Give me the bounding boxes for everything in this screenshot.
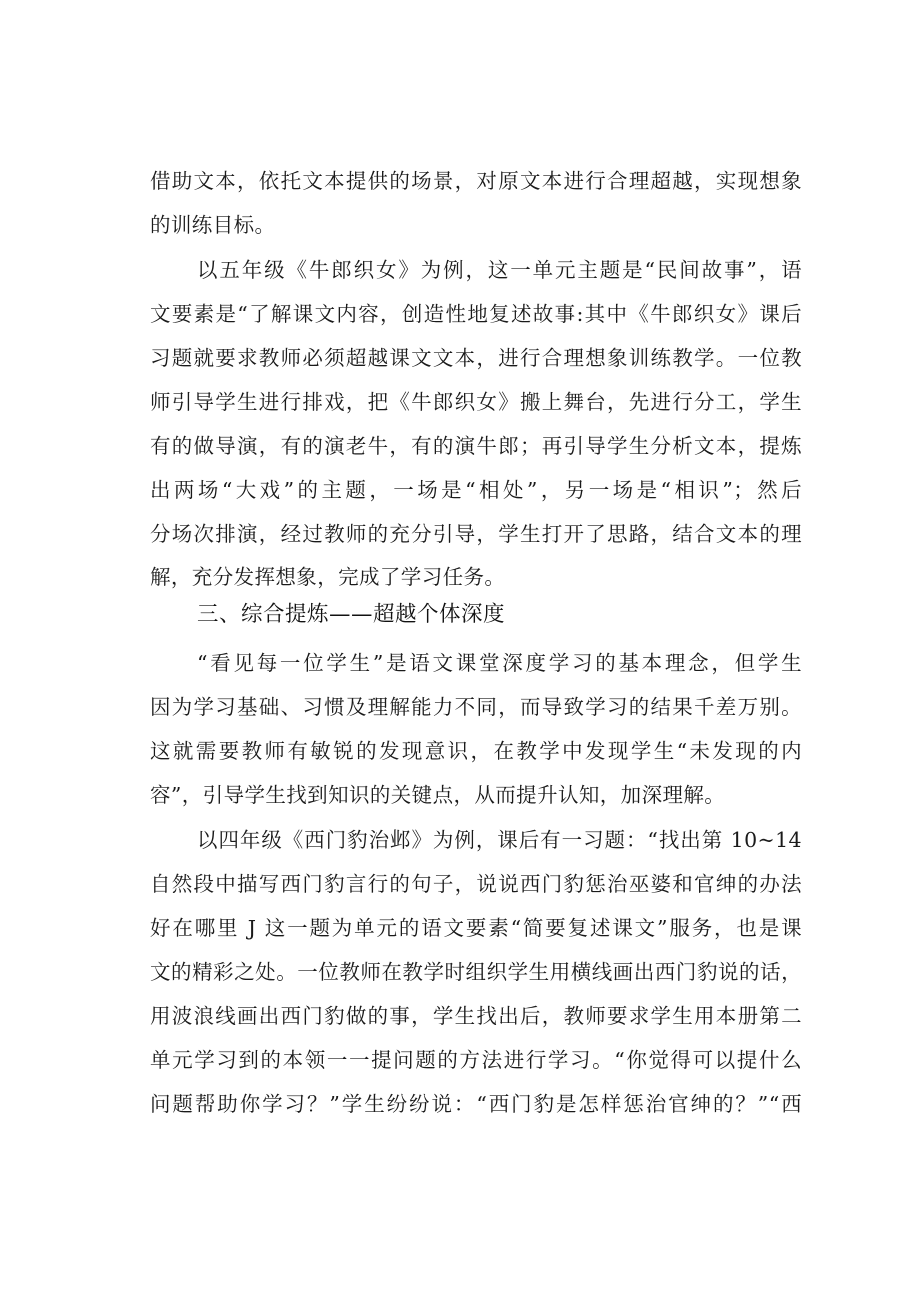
paragraph-3-line-4: 容”，引导学生找到知识的关键点，从而提升认知，加深理解。: [150, 783, 726, 807]
paragraph-2-line-8: 解，充分发挥想象，完成了学习任务。: [150, 565, 506, 589]
paragraph-4-line-7: 问题帮助你学习？”学生纷纷说：“西门豹是怎样惩治官绅的？”“西: [150, 1092, 802, 1116]
paragraph-2-line-4: 师引导学生进行排戏，把《牛郎织女》搬上舞台，先进行分工，学生: [150, 390, 802, 414]
paragraph-3-line-2: 因为学习基础、习惯及理解能力不同，而导致学习的结果千差万别。: [150, 695, 802, 719]
paragraph-2-line-2: 文要素是“了解课文内容，创造性地复述故事:其中《牛郎织女》课后: [150, 302, 802, 326]
paragraph-4-line-5: 用波浪线画出西门豹做的事，学生找出后，教师要求学生用本册第二: [150, 1004, 802, 1028]
paragraph-2-line-1: 以五年级《牛郎织女》为例，这一单元主题是“民间故事”，语: [197, 258, 802, 282]
section-heading: 三、综合提炼——超越个体深度: [197, 602, 506, 627]
paragraph-4-line-1: 以四年级《西门豹治邺》为例，课后有一习题：“找出第 10~14: [197, 828, 802, 852]
paragraph-3-line-1: “看见每一位学生”是语文课堂深度学习的基本理念，但学生: [197, 651, 802, 675]
paragraph-2-line-3: 习题就要求教师必须超越课文文本，进行合理想象训练教学。一位教: [150, 346, 802, 370]
paragraph-4-line-3: 好在哪里 J 这一题为单元的语文要素“简要复述课文”服务，也是课: [150, 916, 802, 940]
paragraph-4-line-2: 自然段中描写西门豹言行的句子，说说西门豹惩治巫婆和官绅的办法: [150, 872, 802, 896]
paragraph-4-line-4: 文的精彩之处。一位教师在教学时组织学生用横线画出西门豹说的话，: [150, 960, 802, 984]
paragraph-1-line-2: 的训练目标。: [150, 213, 276, 237]
paragraph-2-line-6: 出两场“大戏”的主题，一场是“相处”，另一场是“相识”；然后: [150, 478, 802, 502]
paragraph-4-line-6: 单元学习到的本领一一提问题的方法进行学习。“你觉得可以提什么: [150, 1048, 802, 1072]
paragraph-1-line-1: 借助文本，依托文本提供的场景，对原文本进行合理超越，实现想象: [150, 169, 802, 193]
paragraph-2-line-5: 有的做导演，有的演老牛，有的演牛郎；再引导学生分析文本，提炼: [150, 434, 802, 458]
paragraph-2-line-7: 分场次排演，经过教师的充分引导，学生打开了思路，结合文本的理: [150, 522, 802, 546]
paragraph-3-line-3: 这就需要教师有敏锐的发现意识，在教学中发现学生“未发现的内: [150, 739, 802, 763]
